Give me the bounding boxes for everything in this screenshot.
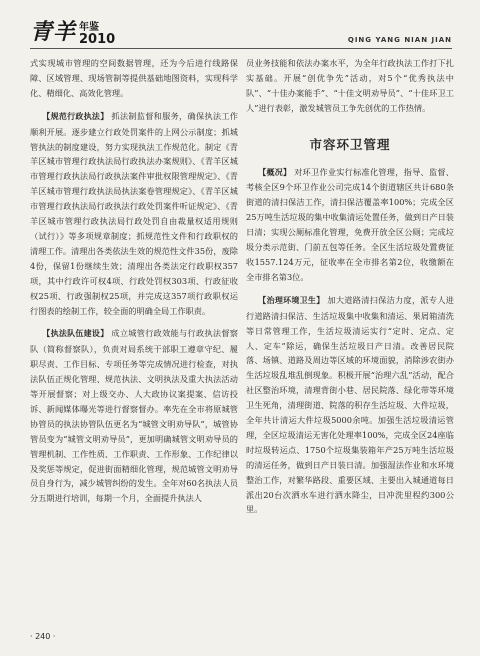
yearbook-logo — [30, 12, 115, 46]
logo-sub — [79, 23, 115, 46]
right-column — [246, 56, 454, 517]
header-rule — [30, 48, 452, 49]
section-tag: 【概况】 — [258, 167, 292, 177]
right-paragraph-3 — [246, 293, 454, 518]
header-pinyin: QING YANG NIAN JIAN — [347, 36, 452, 44]
logo-small-text: 年鉴 — [79, 22, 100, 33]
right-paragraph-2 — [246, 165, 454, 285]
left-paragraph-2 — [30, 109, 238, 319]
left-paragraph-1: 式实现城市管理的空间数据管理，还为今后进行线路保障、区域管理、现场管制等提供基础地图资料，实现科学化、精细化、高效化管理。 — [30, 58, 238, 98]
logo-year: 2010 — [79, 32, 116, 47]
section-tag: 【规范行政执法】 — [42, 111, 109, 121]
paragraph-text: 对环卫作业实行标准化管理，指导、监督、考核全区9个环卫作业公司完成14个街道辖区共计680条街道的清扫保洁工作，清扫保洁覆盖率100%；完成全区25万吨生活垃圾的集中收集清运处置任务，做到日产日装日清；实现公厕标准化管理，免费开放全区公厕；完成垃圾分类示范街、门前五包等任务。全区生活垃圾处置费征收1557.124万元，征收率在全市排名第2位，收缴额在全市排名第3位。 — [246, 166, 454, 282]
section-tag: 【治理环境卫生】 — [258, 295, 325, 305]
paragraph-text: 加大道路清扫保洁力度，派专人进行道路清扫保洁、生活垃圾集中收集和清运、果屑箱清洗等日常管理工作，生活垃圾清运实行“定时、定点、定人、定车”除运，确保生活垃圾日产日清。改善居民院落、场镇、道路及周边等区域的环境面貌，消除涉农街办生活垃圾乱堆乱倒现象。积极开展“治理六乱”活动，配合社区整治环境，清理背街小巷、居民院落、绿化带等环境卫生死角，清理街道、院落的积存生活垃圾、大件垃圾，全年共计清运大件垃圾5000余吨。加强生活垃圾清运管理，全区垃圾清运无害化处理率100%，完成全区24座临时垃圾转运点、1750个垃圾集装箱年产25万吨生活垃圾的清运任务，做到日产日装日清。加强湿法作业和水环境整治工作，对繁华路段、重要区域、主要出入城通道每日派出20台次洒水车进行洒水降尘，日冲洗里程约300公里。 — [246, 294, 454, 515]
left-paragraph-3 — [30, 326, 238, 506]
paragraph-text: 成立城管行政效能与行政执法督察队（简称督察队），负责对局系统干部职工遵章守纪、履职尽责、工作目标、专项任务等完成情况进行检查，对执法队伍正规化管理、规范执法、文明执法及重大执法活动等开展督察；对上级交办、人大政协议案提案、信访投诉、新闻媒体曝光等进行督察督办。率先在全市将原城管协管员的执法协管队伍更名为“城管文明劝导队”，城管协管员变为“城管文明劝导员”，更加明确城管文明劝导员的管理机制、工作性质、工作职责、工作形象、工作纪律以及奖惩等规定，促进街面精细化管理，规范城管文明劝导员自身行为，减少城管纠纷的发生。全年对60名执法人员分五期进行培训，每期一个月，全面提升执法人 — [30, 328, 238, 504]
logo-main-text: 青羊 — [30, 19, 77, 45]
left-column — [30, 56, 238, 506]
section-heading: 市容环卫管理 — [309, 136, 391, 152]
right-paragraph-1: 员业务技能和依法办案水平，为全年行政执法工作打下扎实基础。开展“创优争先”活动，对5个“优秀执法中队”、“十佳办案能手”、“十佳文明劝导员”、“十佳环卫工人”进行表彰，激发城管员工争先创优的工作热情。 — [246, 58, 454, 113]
page-number: · 240 · — [30, 632, 56, 641]
paragraph-text: 抓法制监督和服务，确保执法工作顺利开展。逐步建立行政处罚案件的上网公示制度；抓城管执法的制度建设，努力实现执法工作规范化。制定《青羊区城市管理行政执法局行政执法办案规则》、《青羊区城市管理行政执法局行政执法案件审批权限管理规定》、《青羊区城市管理行政执法局执法案卷管理规定》、《青羊区城市管理行政执法局行政执法行政处罚案件听证规定》、《青羊区城市管理行政执法局行政处罚自由裁量权适用规则（试行）》等多项规章制度；抓规范性文件和行政职权的清理工作。清理出各类依法生效的规范性文件35份，废除4份，保留1份继续生效；清理出各类法定行政职权357项，其中行政许可权4项、行政处罚权303项、行政征收权25项、行政强制权25项，并完成这357项行政职权运行图表的绘制工作，较全面的明确全局工作职责。 — [30, 110, 238, 316]
section-tag: 【执法队伍建设】 — [42, 329, 109, 339]
page-header — [0, 0, 480, 58]
